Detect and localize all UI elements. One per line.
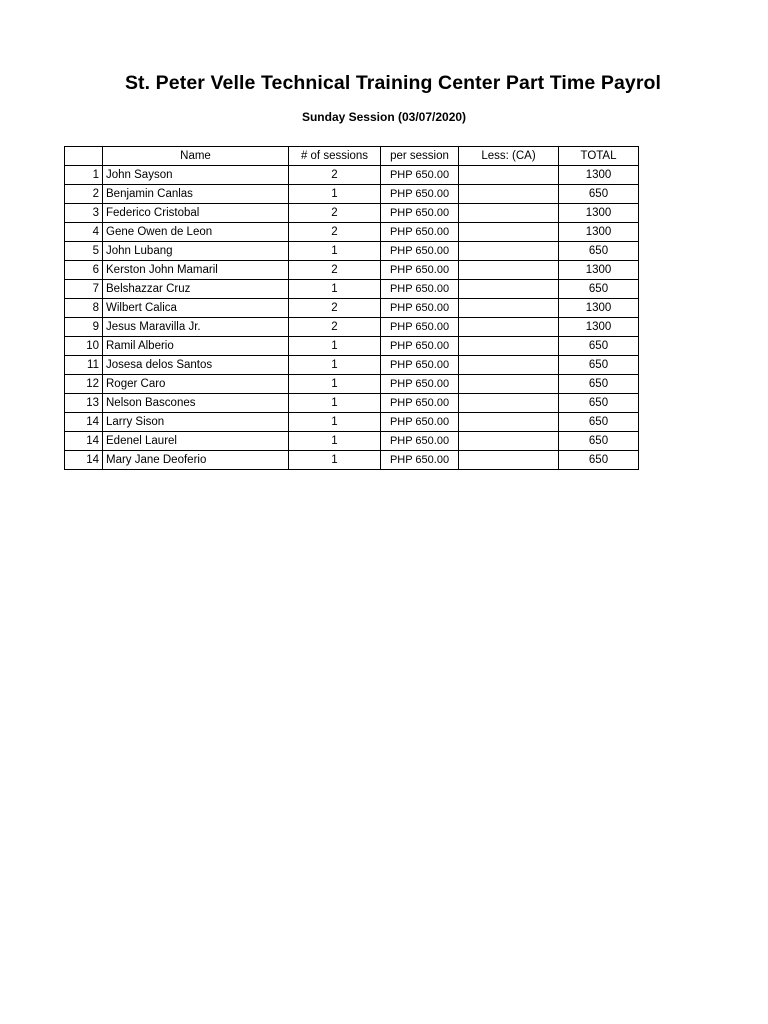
cell-name: Gene Owen de Leon <box>103 223 289 242</box>
cell-less <box>459 204 559 223</box>
cell-per-session: PHP 650.00 <box>381 394 459 413</box>
cell-index: 3 <box>65 204 103 223</box>
cell-less <box>459 223 559 242</box>
cell-per-session: PHP 650.00 <box>381 337 459 356</box>
cell-name: Roger Caro <box>103 375 289 394</box>
cell-index: 12 <box>65 375 103 394</box>
cell-index: 5 <box>65 242 103 261</box>
cell-sessions: 1 <box>289 337 381 356</box>
cell-less <box>459 261 559 280</box>
column-header-name: Name <box>103 147 289 166</box>
column-header-per-session: per session <box>381 147 459 166</box>
cell-index: 11 <box>65 356 103 375</box>
cell-total: 650 <box>559 432 639 451</box>
cell-sessions: 1 <box>289 356 381 375</box>
cell-per-session: PHP 650.00 <box>381 356 459 375</box>
cell-index: 6 <box>65 261 103 280</box>
cell-sessions: 2 <box>289 261 381 280</box>
cell-total: 650 <box>559 242 639 261</box>
column-header-total: TOTAL <box>559 147 639 166</box>
cell-name: Mary Jane Deoferio <box>103 451 289 470</box>
cell-name: Ramil Alberio <box>103 337 289 356</box>
cell-less <box>459 280 559 299</box>
cell-name: Wilbert Calica <box>103 299 289 318</box>
cell-sessions: 2 <box>289 166 381 185</box>
cell-sessions: 1 <box>289 394 381 413</box>
table-row <box>65 299 639 318</box>
cell-less <box>459 166 559 185</box>
cell-total: 650 <box>559 280 639 299</box>
table-row <box>65 242 639 261</box>
cell-less <box>459 413 559 432</box>
cell-index: 10 <box>65 337 103 356</box>
cell-index: 13 <box>65 394 103 413</box>
cell-less <box>459 299 559 318</box>
cell-name: Federico Cristobal <box>103 204 289 223</box>
cell-name: John Lubang <box>103 242 289 261</box>
cell-total: 650 <box>559 451 639 470</box>
cell-index: 14 <box>65 413 103 432</box>
cell-less <box>459 394 559 413</box>
table-row <box>65 356 639 375</box>
page-subtitle: Sunday Session (03/07/2020) <box>301 110 467 124</box>
cell-name: Larry Sison <box>103 413 289 432</box>
cell-sessions: 1 <box>289 413 381 432</box>
table-row <box>65 261 639 280</box>
table-body <box>65 166 639 470</box>
cell-per-session: PHP 650.00 <box>381 185 459 204</box>
cell-name: Edenel Laurel <box>103 432 289 451</box>
cell-total: 650 <box>559 413 639 432</box>
cell-less <box>459 356 559 375</box>
cell-name: Kerston John Mamaril <box>103 261 289 280</box>
payroll-table <box>64 146 639 470</box>
cell-name: Benjamin Canlas <box>103 185 289 204</box>
cell-less <box>459 185 559 204</box>
page-title: St. Peter Velle Technical Training Center Part Time Payrol <box>124 72 662 94</box>
cell-total: 1300 <box>559 299 639 318</box>
cell-less <box>459 318 559 337</box>
cell-total: 1300 <box>559 166 639 185</box>
cell-total: 1300 <box>559 204 639 223</box>
cell-less <box>459 242 559 261</box>
cell-total: 1300 <box>559 261 639 280</box>
cell-sessions: 1 <box>289 375 381 394</box>
cell-total: 650 <box>559 356 639 375</box>
cell-per-session: PHP 650.00 <box>381 413 459 432</box>
cell-less <box>459 375 559 394</box>
cell-name: Josesa delos Santos <box>103 356 289 375</box>
cell-index: 9 <box>65 318 103 337</box>
column-header-less: Less: (CA) <box>459 147 559 166</box>
cell-sessions: 1 <box>289 432 381 451</box>
cell-sessions: 2 <box>289 204 381 223</box>
column-header-sessions: # of sessions <box>289 147 381 166</box>
cell-per-session: PHP 650.00 <box>381 223 459 242</box>
cell-per-session: PHP 650.00 <box>381 280 459 299</box>
cell-per-session: PHP 650.00 <box>381 299 459 318</box>
cell-per-session: PHP 650.00 <box>381 451 459 470</box>
cell-sessions: 2 <box>289 299 381 318</box>
table-row <box>65 166 639 185</box>
table-row <box>65 204 639 223</box>
cell-total: 650 <box>559 337 639 356</box>
cell-per-session: PHP 650.00 <box>381 318 459 337</box>
cell-per-session: PHP 650.00 <box>381 204 459 223</box>
column-header-index <box>65 147 103 166</box>
table-row <box>65 413 639 432</box>
cell-total: 650 <box>559 394 639 413</box>
cell-total: 1300 <box>559 223 639 242</box>
cell-per-session: PHP 650.00 <box>381 242 459 261</box>
cell-index: 8 <box>65 299 103 318</box>
cell-less <box>459 432 559 451</box>
cell-index: 4 <box>65 223 103 242</box>
cell-name: Jesus Maravilla Jr. <box>103 318 289 337</box>
table-row <box>65 432 639 451</box>
cell-total: 650 <box>559 185 639 204</box>
cell-per-session: PHP 650.00 <box>381 261 459 280</box>
cell-index: 14 <box>65 432 103 451</box>
cell-per-session: PHP 650.00 <box>381 166 459 185</box>
cell-per-session: PHP 650.00 <box>381 432 459 451</box>
table-header-row <box>65 147 639 166</box>
cell-sessions: 1 <box>289 451 381 470</box>
cell-sessions: 2 <box>289 223 381 242</box>
cell-name: Belshazzar Cruz <box>103 280 289 299</box>
cell-total: 650 <box>559 375 639 394</box>
cell-sessions: 1 <box>289 185 381 204</box>
cell-index: 1 <box>65 166 103 185</box>
cell-total: 1300 <box>559 318 639 337</box>
cell-index: 14 <box>65 451 103 470</box>
table-header <box>65 147 639 166</box>
cell-sessions: 2 <box>289 318 381 337</box>
cell-less <box>459 451 559 470</box>
table-row <box>65 451 639 470</box>
table-row <box>65 375 639 394</box>
table-row <box>65 394 639 413</box>
cell-sessions: 1 <box>289 280 381 299</box>
cell-index: 2 <box>65 185 103 204</box>
cell-less <box>459 337 559 356</box>
table-row <box>65 185 639 204</box>
cell-index: 7 <box>65 280 103 299</box>
table-row <box>65 318 639 337</box>
table-row <box>65 337 639 356</box>
cell-sessions: 1 <box>289 242 381 261</box>
cell-name: John Sayson <box>103 166 289 185</box>
cell-per-session: PHP 650.00 <box>381 375 459 394</box>
table-row <box>65 223 639 242</box>
cell-name: Nelson Bascones <box>103 394 289 413</box>
table-row <box>65 280 639 299</box>
